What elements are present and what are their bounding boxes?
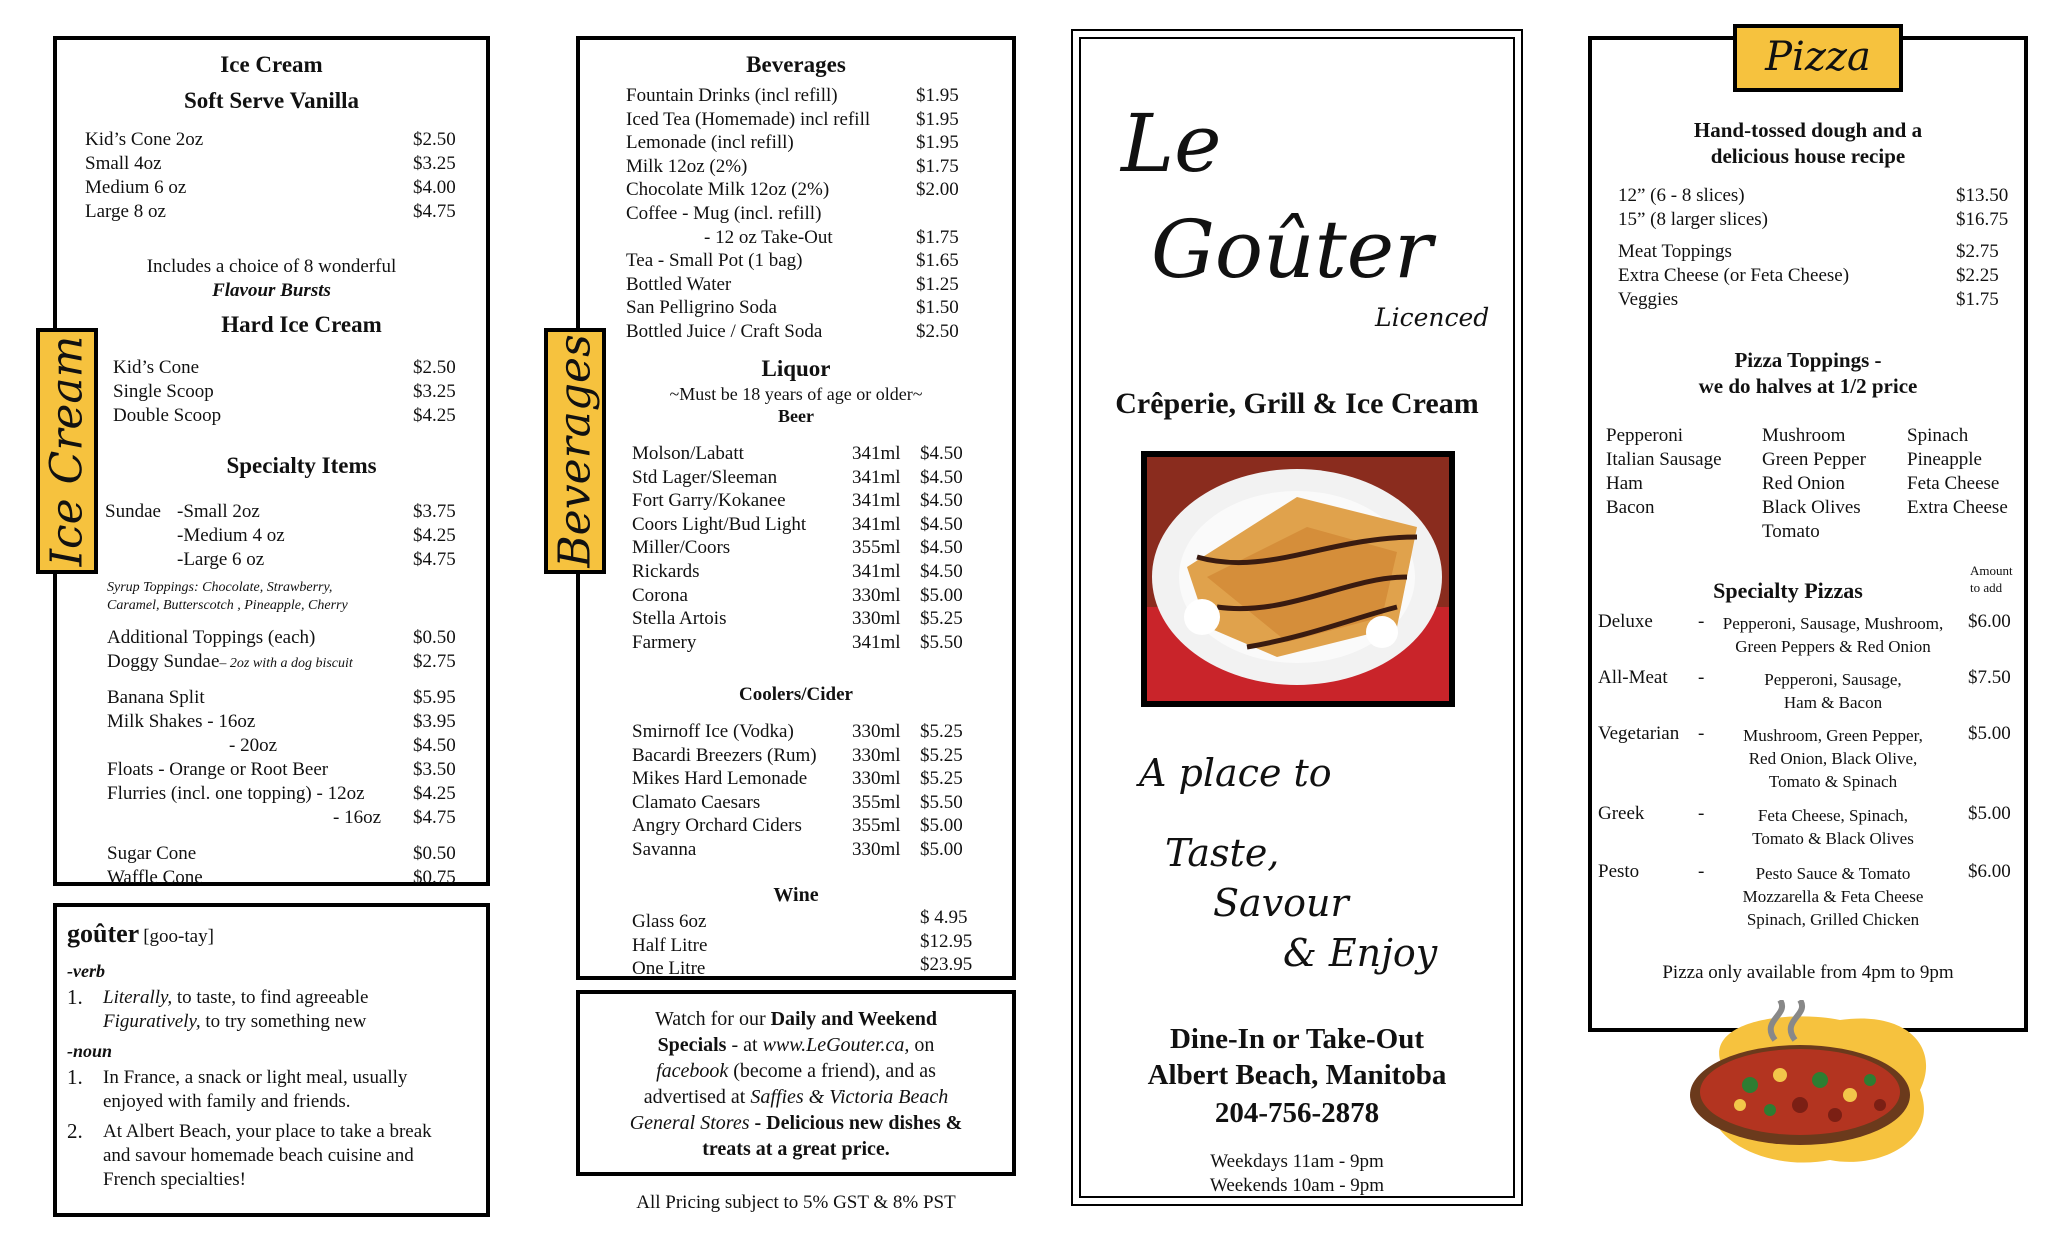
beer-item: Farmery	[632, 631, 697, 653]
beverage-item: Iced Tea (Homemade) incl refill	[626, 108, 871, 130]
sundae-size: -Medium 4 oz	[177, 525, 285, 546]
soft-serve-price: $2.50	[413, 129, 456, 150]
specialty-pizza-desc-line: Pesto Sauce & Tomato	[1755, 864, 1911, 883]
beverage-price: $1.95	[916, 132, 959, 154]
beverage-price: $1.25	[916, 273, 959, 295]
pizza-size-price: $16.75	[1956, 209, 2009, 230]
specials-line-4a: advertised at	[643, 1086, 751, 1108]
verb-line-1	[103, 987, 368, 1009]
verb-figuratively: Figuratively,	[103, 1011, 201, 1032]
specialty-pizza-desc-line: Spinach, Grilled Chicken	[1746, 910, 1920, 929]
beer-size: 330ml	[852, 608, 901, 630]
beverage-item: Bottled Juice / Craft Soda	[626, 321, 823, 342]
sundae-price: $4.25	[413, 525, 456, 546]
pizza-tab	[1733, 24, 1903, 92]
verb-literally-text: to taste, to find agreeable	[172, 987, 369, 1008]
pizza-addon-price: $2.25	[1956, 265, 1999, 286]
topping-item: Feta Cheese	[1907, 473, 2000, 494]
beer-item: Corona	[632, 584, 688, 606]
specialty-pizza-desc	[1702, 862, 1964, 931]
beverages-title: Beverages	[746, 52, 846, 77]
additional-toppings-price: $0.50	[413, 627, 456, 648]
topping-item: Pineapple	[1907, 449, 1982, 470]
specialty-pizza-price: $6.00	[1968, 611, 2011, 632]
menu-item: Flurries (incl. one topping) - 12oz	[107, 783, 365, 804]
beverage-price: $1.75	[916, 155, 959, 177]
cooler-size: 330ml	[852, 839, 901, 860]
cooler-size: 355ml	[852, 791, 901, 813]
menu-item: Milk Shakes - 16oz	[107, 711, 256, 732]
hard-ice-cream-item: Single Scoop	[113, 381, 214, 402]
specials-line-5	[580, 1110, 1012, 1136]
specials-line-6: treats at a great price.	[702, 1138, 890, 1160]
beer-item: Std Lager/Sleeman	[632, 466, 778, 488]
amount-label: Amount	[1970, 563, 2013, 578]
menu-item-price: $4.50	[413, 735, 456, 756]
doggy-sundae	[107, 650, 353, 676]
specialty-pizza-desc-line: Pepperoni, Sausage, Mushroom,	[1722, 614, 1944, 633]
menu-item-price: $3.50	[413, 759, 456, 780]
noun-number-1: 1.	[67, 1065, 83, 1089]
noun-line-4: and savour homemade beach cuisine and	[103, 1145, 414, 1166]
beverage-price: $1.95	[916, 85, 959, 106]
beverages-panel	[576, 36, 1016, 980]
specialty-items-title: Specialty Items	[226, 453, 377, 478]
beverage-item: Fountain Drinks (incl refill)	[626, 85, 838, 106]
sundae-price: $3.75	[413, 501, 456, 522]
pizza-size: 15” (8 larger slices)	[1618, 209, 1769, 230]
soft-serve-title: Soft Serve Vanilla	[183, 88, 360, 113]
specialty-pizza-desc-line: Pepperoni, Sausage,	[1764, 670, 1902, 689]
specials-line-2d: on	[909, 1034, 935, 1056]
beverage-item: Bottled Water	[626, 273, 732, 295]
cooler-price: $5.00	[920, 839, 963, 860]
pizza-addon: Meat Toppings	[1618, 241, 1732, 262]
cooler-item: Angry Orchard Ciders	[632, 815, 802, 837]
beer-price: $4.50	[920, 561, 963, 582]
beer-size: 341ml	[852, 490, 901, 512]
cooler-price: $5.25	[920, 721, 963, 742]
beverages-tab-label: Beverages	[549, 334, 601, 568]
liquor-note: ~Must be 18 years of age or older~	[669, 384, 923, 404]
beverage-price: $2.00	[916, 179, 959, 201]
specialty-pizza-price: $6.00	[1968, 861, 2011, 882]
specials-line-1	[580, 1006, 1012, 1032]
beverage-item: Milk 12oz (2%)	[626, 155, 748, 177]
cover-hours-1: Weekdays 11am - 9pm	[1210, 1151, 1384, 1172]
ice-cream-tab-label: Ice Cream	[41, 335, 93, 567]
crepe-photo-image	[1147, 457, 1449, 701]
pizza-addon: Extra Cheese (or Feta Cheese)	[1618, 265, 1850, 286]
cover-le: Le	[1121, 97, 1222, 190]
cover-tagline-2: Taste,	[1165, 831, 1280, 875]
topping-item: Tomato	[1762, 521, 1820, 542]
wine-price: $23.95	[920, 954, 973, 976]
cover-dine: Dine-In or Take-Out	[1169, 1023, 1425, 1055]
specials-line-2b: - at	[726, 1034, 763, 1056]
specials-line-2a: Specials	[657, 1034, 727, 1056]
beer-price: $4.50	[920, 537, 963, 559]
cooler-size: 330ml	[852, 721, 901, 742]
menu-item: Sugar Cone	[107, 843, 197, 864]
specialty-pizza-desc-line: Tomato & Black Olives	[1752, 829, 1914, 848]
hard-ice-cream-item: Double Scoop	[113, 405, 222, 426]
beer-size: 341ml	[852, 513, 901, 535]
syrup-line-1: Syrup Toppings: Chocolate, Strawberry,	[107, 580, 333, 595]
wine-title: Wine	[773, 884, 819, 906]
specialty-pizza-name: All-Meat	[1598, 667, 1668, 688]
beer-price: $5.50	[920, 631, 963, 653]
pizza-size-price: $13.50	[1956, 185, 2009, 206]
wine-price: $12.95	[920, 930, 973, 952]
beverage-item: Lemonade (incl refill)	[626, 132, 794, 154]
specialty-pizza-desc	[1702, 724, 1964, 793]
ice-cream-tab	[36, 328, 98, 574]
hard-ice-cream-price: $3.25	[413, 381, 456, 402]
wine-price: $ 4.95	[920, 907, 968, 928]
verb-figuratively-text: to try something new	[200, 1011, 367, 1032]
noun-line-5: French specialties!	[103, 1169, 246, 1190]
specials-line-5b: - Delicious new dishes &	[749, 1112, 963, 1134]
pizza-tagline-2: delicious house recipe	[1710, 144, 1906, 168]
sundae-label: Sundae	[105, 501, 161, 522]
menu-item: - 16oz	[333, 807, 382, 828]
beverages-tab	[544, 328, 606, 574]
topping-item: Red Onion	[1762, 473, 1845, 494]
soft-serve-item: Medium 6 oz	[85, 177, 187, 198]
menu-item: Banana Split	[107, 687, 205, 708]
specialty-pizza-name: Deluxe	[1598, 611, 1653, 632]
crepe-photo	[1141, 451, 1455, 707]
beverage-item: Tea - Small Pot (1 bag)	[626, 250, 803, 272]
beer-title: Beer	[778, 406, 814, 426]
doggy-sundae-price: $2.75	[413, 651, 456, 672]
syrup-line-2: Caramel, Butterscotch , Pineapple, Cherry	[107, 598, 348, 613]
cover-phone: 204-756-2878	[1214, 1097, 1380, 1129]
additional-toppings: Additional Toppings (each)	[107, 627, 316, 648]
specialty-pizza-dash: -	[1698, 611, 1705, 632]
pizza-size: 12” (6 - 8 slices)	[1618, 185, 1745, 206]
beverage-price: $2.50	[916, 321, 959, 342]
specialty-pizza-name: Vegetarian	[1598, 723, 1680, 744]
includes-line: Includes a choice of 8 wonderful	[146, 256, 397, 277]
beverage-price: $1.65	[916, 250, 959, 272]
sundae-size: -Large 6 oz	[177, 549, 265, 570]
topping-item: Mushroom	[1762, 425, 1846, 446]
definition-word: goûter	[67, 919, 140, 948]
coolers-title: Coolers/Cider	[739, 684, 853, 705]
specialty-pizza-dash: -	[1698, 723, 1705, 744]
pizza-addon-price: $2.75	[1956, 241, 1999, 262]
beer-item: Fort Garry/Kokanee	[632, 490, 786, 512]
specials-line-4	[580, 1084, 1012, 1110]
specialty-pizza-name: Greek	[1598, 803, 1645, 824]
topping-item: Italian Sausage	[1606, 449, 1722, 470]
ice-cream-panel	[53, 36, 490, 886]
specialty-pizza-price: $5.00	[1968, 803, 2011, 824]
to-add-label: to add	[1970, 580, 2003, 595]
pizza-icon	[1680, 1000, 1940, 1170]
beer-price: $4.50	[920, 443, 963, 464]
sundae-size: -Small 2oz	[177, 501, 260, 522]
menu-item: - 20oz	[229, 735, 278, 756]
specialty-pizza-desc-line: Red Onion, Black Olive,	[1748, 749, 1918, 768]
specials-line-3b: (become a friend), and as	[728, 1060, 936, 1082]
cover-licenced: Licenced	[1375, 303, 1490, 332]
cooler-size: 355ml	[852, 815, 901, 837]
specials-line-3	[580, 1058, 1012, 1084]
cooler-item: Smirnoff Ice (Vodka)	[632, 721, 794, 742]
topping-item: Pepperoni	[1606, 425, 1684, 446]
beer-item: Molson/Labatt	[632, 443, 744, 464]
soft-serve-price: $4.75	[413, 201, 456, 222]
cooler-item: Savanna	[632, 839, 697, 860]
hard-ice-cream-item: Kid’s Cone	[113, 357, 200, 378]
menu-item-price: $0.75	[413, 867, 456, 888]
beverage-item: - 12 oz Take-Out	[704, 226, 833, 248]
specialty-pizza-desc-line: Mushroom, Green Pepper,	[1743, 726, 1923, 745]
menu-item-price: $4.25	[413, 783, 456, 804]
topping-item: Ham	[1606, 473, 1643, 494]
specials-website: www.LeGouter.ca,	[762, 1034, 910, 1056]
flavour-bursts: Flavour Bursts	[212, 280, 331, 301]
noun-label: -noun	[67, 1041, 113, 1061]
doggy-sundae-note: – 2oz with a dog biscuit	[219, 656, 353, 671]
noun-number-2: 2.	[67, 1119, 83, 1143]
amount-to-add-label	[1970, 562, 2013, 596]
topping-item: Green Pepper	[1762, 449, 1866, 470]
specials-facebook: facebook	[656, 1060, 729, 1082]
beer-size: 341ml	[852, 466, 901, 488]
toppings-title-2: we do halves at 1/2 price	[1698, 374, 1918, 398]
topping-item: Spinach	[1907, 425, 1969, 446]
beer-price: $4.50	[920, 513, 963, 535]
specialty-pizza-desc-line: Mozzarella & Feta Cheese	[1742, 887, 1924, 906]
specialty-pizza-desc-line: Ham & Bacon	[1783, 693, 1883, 712]
beer-item: Miller/Coors	[632, 537, 731, 559]
beer-item: Rickards	[632, 561, 700, 582]
hard-ice-cream-price: $2.50	[413, 357, 456, 378]
beverage-item: Chocolate Milk 12oz (2%)	[626, 179, 830, 201]
cooler-price: $5.50	[920, 791, 963, 813]
verb-label: -verb	[67, 961, 105, 981]
definition-panel	[53, 903, 490, 1217]
liquor-title: Liquor	[761, 356, 831, 381]
pizza-tagline-1: Hand-tossed dough and a	[1693, 118, 1923, 142]
pricing-note: All Pricing subject to 5% GST & 8% PST	[636, 1192, 956, 1213]
specialty-pizza-desc-line: Feta Cheese, Spinach,	[1757, 806, 1909, 825]
specialty-pizza-dash: -	[1698, 667, 1705, 688]
cover-panel	[1071, 29, 1523, 1206]
menu-item: Floats - Orange or Root Beer	[107, 759, 329, 780]
beer-price: $4.50	[920, 466, 963, 488]
cover-location: Albert Beach, Manitoba	[1147, 1059, 1447, 1091]
pizza-hours-note: Pizza only available from 4pm to 9pm	[1662, 962, 1954, 983]
cover-hours-2: Weekends 10am - 9pm	[1209, 1175, 1385, 1196]
soft-serve-item: Kid’s Cone 2oz	[85, 129, 204, 150]
specialty-pizza-dash: -	[1698, 861, 1705, 882]
beer-size: 341ml	[852, 631, 901, 653]
specialty-pizza-price: $7.50	[1968, 667, 2011, 688]
cover-tagline-4: & Enjoy	[1283, 931, 1438, 975]
pizza-addon-price: $1.75	[1956, 289, 1999, 310]
beverage-item: San Pelligrino Soda	[626, 297, 777, 319]
cooler-price: $5.00	[920, 815, 963, 837]
toppings-title-1: Pizza Toppings -	[1734, 348, 1882, 372]
pizza-addon: Veggies	[1618, 289, 1679, 310]
topping-item: Black Olives	[1762, 497, 1861, 518]
specialty-pizza-dash: -	[1698, 803, 1705, 824]
specialty-pizza-name: Pesto	[1598, 861, 1640, 882]
cooler-size: 330ml	[852, 768, 901, 790]
ice-cream-title: Ice Cream	[220, 52, 323, 77]
wine-item: One Litre	[632, 958, 706, 980]
specials-stores: Saffies & Victoria Beach	[750, 1086, 949, 1108]
specialty-pizza-desc	[1702, 612, 1964, 658]
beverage-item: Coffee - Mug (incl. refill)	[626, 203, 822, 224]
cover-subtitle: Crêperie, Grill & Ice Cream	[1115, 387, 1479, 420]
soft-serve-price: $3.25	[413, 153, 456, 174]
beer-price: $5.00	[920, 584, 963, 606]
hard-ice-cream-title: Hard Ice Cream	[221, 312, 382, 337]
beer-price: $4.50	[920, 490, 963, 512]
menu-item-price: $4.75	[413, 807, 456, 828]
beer-item: Stella Artois	[632, 608, 727, 630]
wine-item: Half Litre	[632, 934, 708, 956]
specials-line-1b: Daily and Weekend	[770, 1008, 937, 1030]
cover-gouter: Goûter	[1151, 203, 1433, 296]
verb-literally: Literally,	[103, 987, 173, 1008]
noun-line-2: enjoyed with family and friends.	[103, 1091, 351, 1112]
pizza-panel	[1588, 36, 2028, 1032]
wine-item: Glass 6oz	[632, 911, 707, 932]
beer-item: Coors Light/Bud Light	[632, 513, 807, 535]
cooler-price: $5.25	[920, 768, 963, 790]
menu-item-price: $3.95	[413, 711, 456, 732]
specialty-pizza-desc	[1702, 668, 1964, 714]
beer-size: 341ml	[852, 561, 901, 582]
specials-panel	[576, 990, 1016, 1176]
beer-size: 355ml	[852, 537, 901, 559]
beverage-price: $1.95	[916, 108, 959, 130]
definition-pronunciation: [goo-tay]	[143, 926, 214, 947]
menu-item-price: $0.50	[413, 843, 456, 864]
soft-serve-item: Large 8 oz	[85, 201, 166, 222]
specialty-pizza-desc	[1702, 804, 1964, 850]
specials-line-1a: Watch for our	[655, 1008, 771, 1030]
soft-serve-price: $4.00	[413, 177, 456, 198]
topping-item: Bacon	[1606, 497, 1655, 518]
pizza-tab-label: Pizza	[1765, 34, 1871, 80]
specialty-pizza-price: $5.00	[1968, 723, 2011, 744]
beverage-price: $1.50	[916, 297, 959, 319]
verb-line-2	[103, 1011, 366, 1033]
beverage-price: $1.75	[916, 226, 959, 248]
cooler-size: 330ml	[852, 744, 901, 766]
cover-tagline-1: A place to	[1139, 751, 1332, 795]
specialty-pizza-desc-line: Tomato & Spinach	[1768, 772, 1898, 791]
cooler-item: Mikes Hard Lemonade	[632, 768, 808, 790]
noun-line-1: In France, a snack or light meal, usually	[103, 1067, 408, 1088]
menu-item-price: $5.95	[413, 687, 456, 708]
specials-general-stores: General Stores	[629, 1112, 750, 1134]
beer-size: 341ml	[852, 443, 901, 464]
beer-size: 330ml	[852, 584, 901, 606]
sundae-price: $4.75	[413, 549, 456, 570]
hard-ice-cream-price: $4.25	[413, 405, 456, 426]
topping-item: Extra Cheese	[1907, 497, 2008, 518]
doggy-sundae-name: Doggy Sundae	[107, 651, 220, 672]
cover-tagline-3: Savour	[1213, 881, 1349, 925]
specialty-pizzas-title: Specialty Pizzas	[1713, 578, 1863, 603]
noun-line-3: At Albert Beach, your place to take a break	[103, 1121, 432, 1142]
cooler-item: Clamato Caesars	[632, 791, 761, 813]
specials-line-2	[580, 1032, 1012, 1058]
cooler-price: $5.25	[920, 744, 963, 766]
verb-number: 1.	[67, 985, 83, 1009]
beer-price: $5.25	[920, 608, 963, 630]
cooler-item: Bacardi Breezers (Rum)	[632, 744, 817, 766]
definition-heading	[67, 919, 214, 949]
menu-item: Waffle Cone	[107, 867, 203, 888]
soft-serve-item: Small 4oz	[85, 153, 162, 174]
specialty-pizza-desc-line: Green Peppers & Red Onion	[1735, 637, 1931, 656]
